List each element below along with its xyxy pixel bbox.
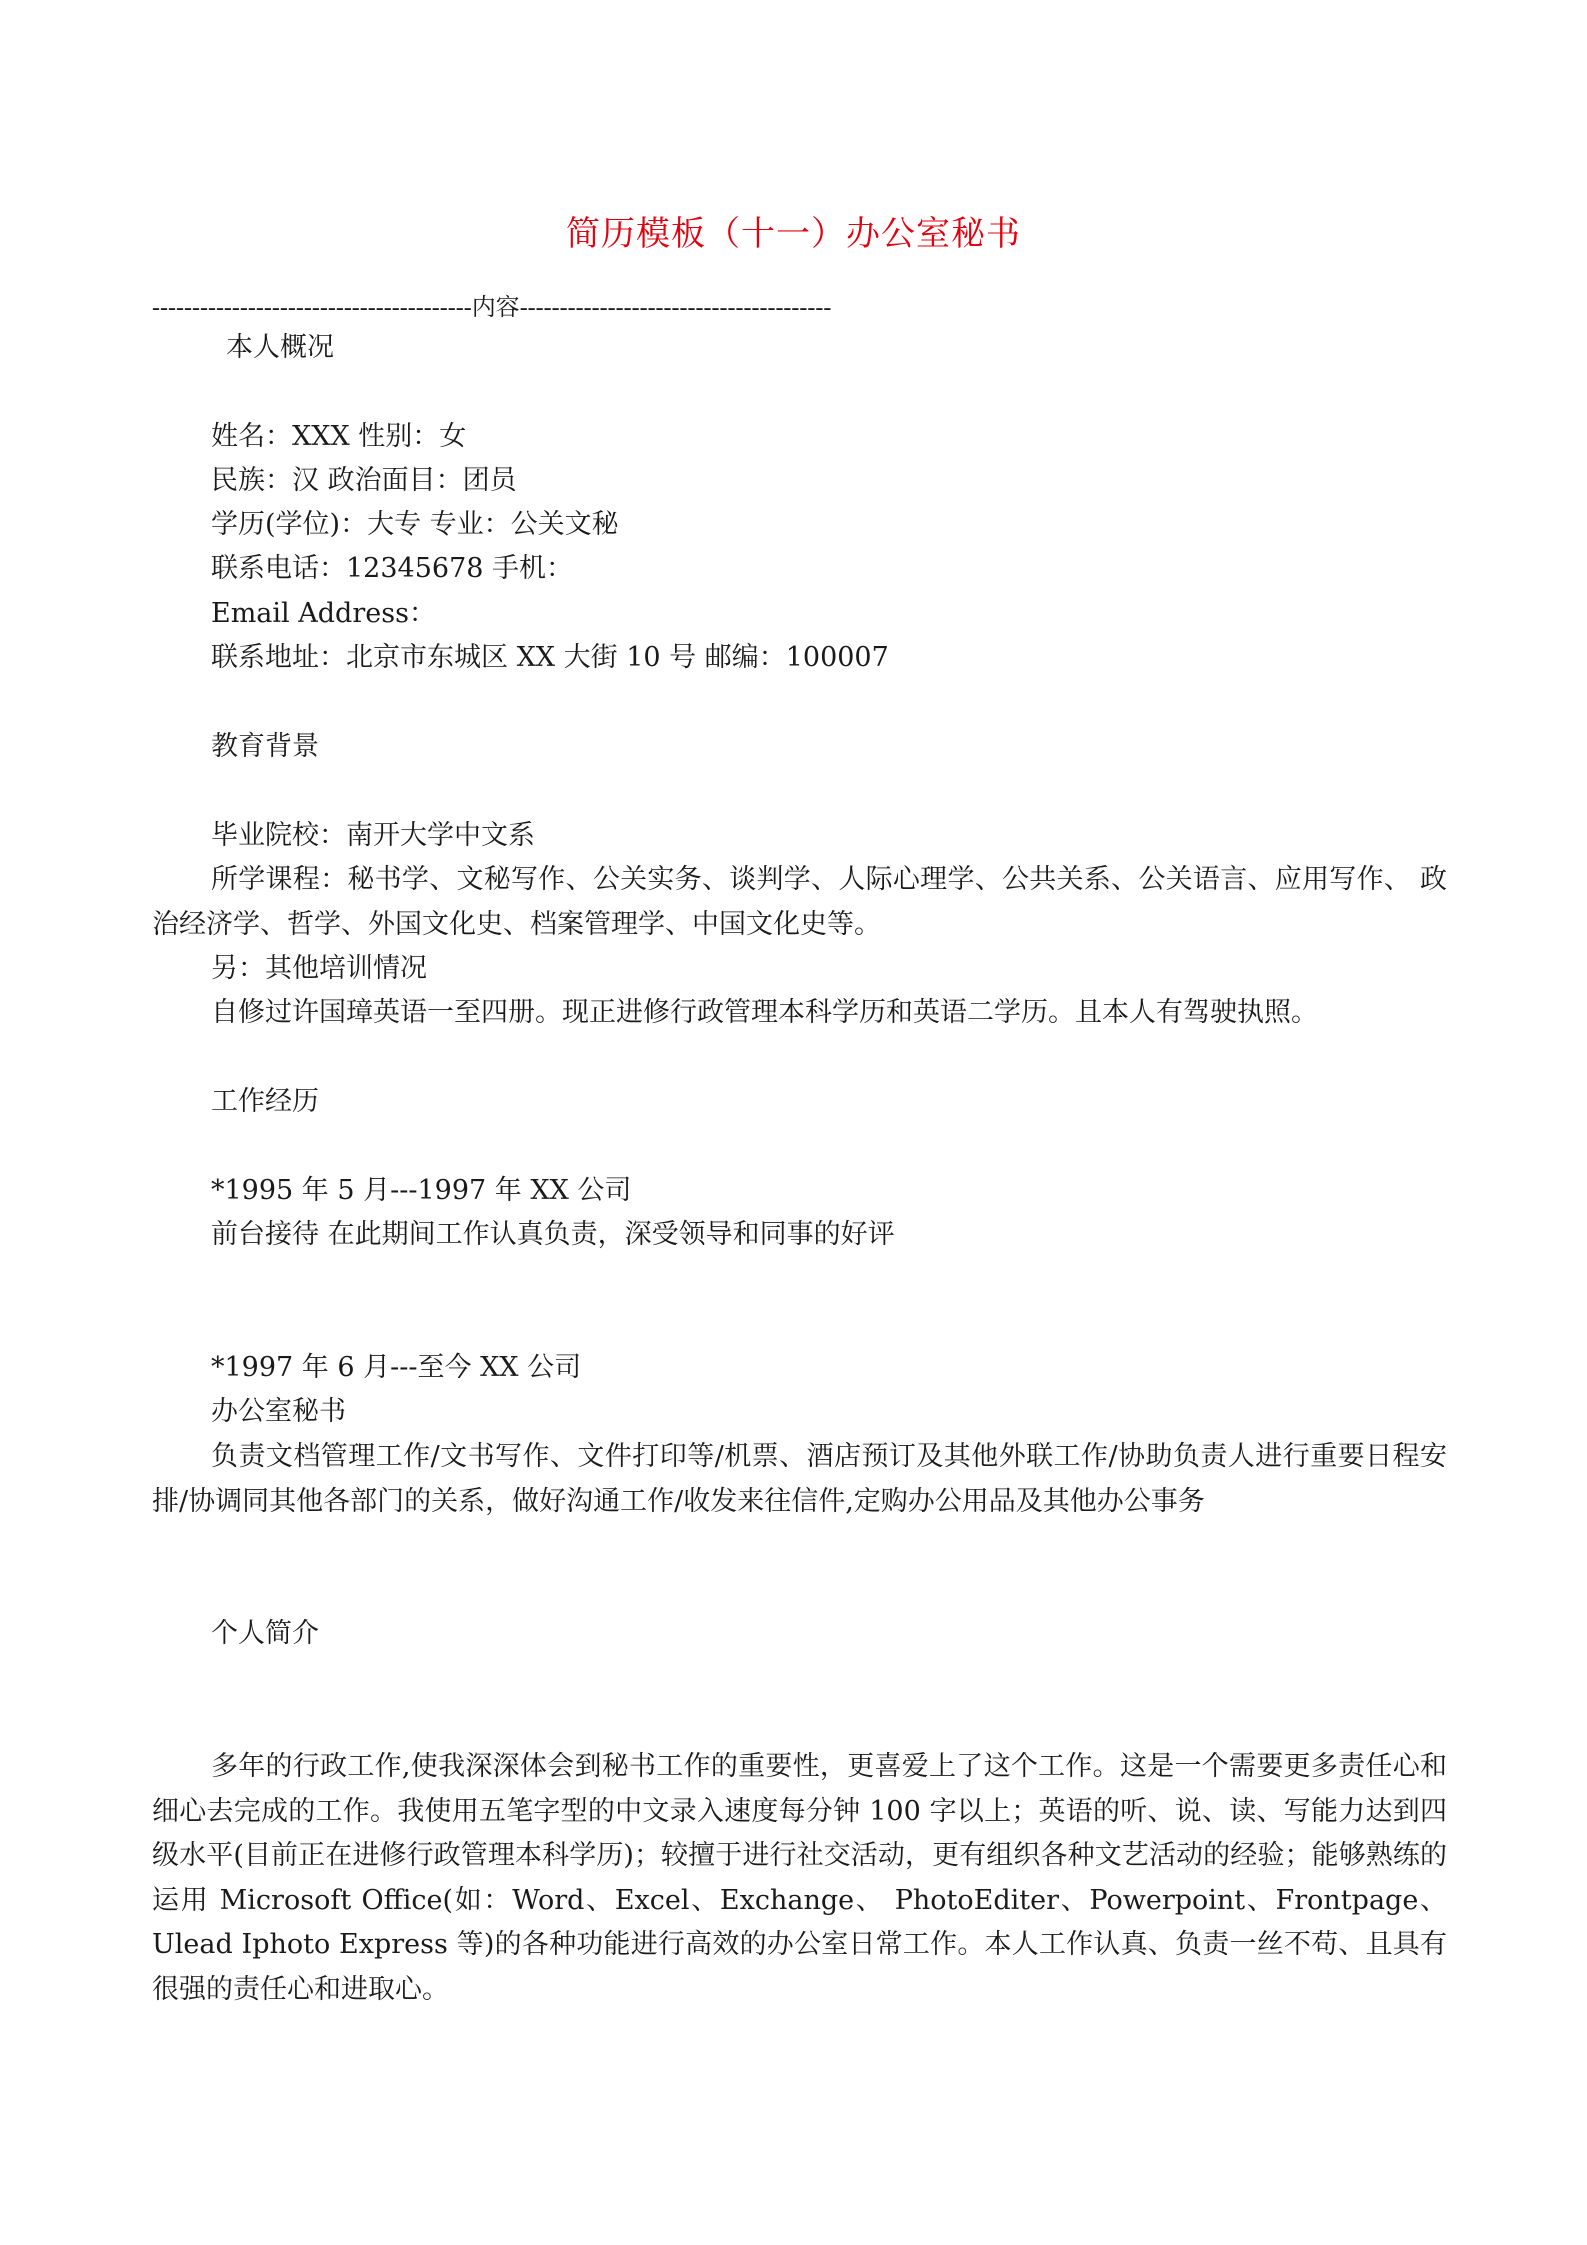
courses-paragraph: 所学课程：秘书学、文秘写作、公关实务、谈判学、人际心理学、公共关系、公关语言、应用写作、 政治经济学、哲学、外国文化史、档案管理学、中国文化史等。 xyxy=(152,864,1447,940)
divider-right: --------------------------------------- xyxy=(519,295,832,321)
email-line: Email Address： xyxy=(211,598,436,629)
job1-period: *1995 年 5 月---1997 年 XX 公司 xyxy=(211,1175,632,1206)
education-major-line: 学历(学位)：大专 专业：公关文秘 xyxy=(211,509,619,540)
intro-heading: 个人简介 xyxy=(211,1618,319,1649)
school-line: 毕业院校：南开大学中文系 xyxy=(211,820,535,851)
personal-overview-heading: 本人概况 xyxy=(226,332,334,363)
divider-left: ---------------------------------------- xyxy=(152,295,472,321)
address-line: 联系地址：北京市东城区 XX 大街 10 号 邮编：100007 xyxy=(211,642,889,673)
education-heading: 教育背景 xyxy=(211,731,319,762)
name-gender-line: 姓名：XXX 性别：女 xyxy=(211,421,467,452)
job2-title: 办公室秘书 xyxy=(211,1396,346,1427)
job1-description: 前台接待 在此期间工作认真负责，深受领导和同事的好评 xyxy=(211,1219,895,1250)
ethnicity-politics-line: 民族：汉 政治面目：团员 xyxy=(211,465,517,496)
other-training-line: 另：其他培训情况 xyxy=(211,953,427,984)
job2-period: *1997 年 6 月---至今 XX 公司 xyxy=(211,1352,582,1383)
phone-line: 联系电话：12345678 手机： xyxy=(211,553,574,584)
work-heading: 工作经历 xyxy=(211,1086,319,1117)
self-study-line: 自修过许国璋英语一至四册。现正进修行政管理本科学历和英语二学历。且本人有驾驶执照。 xyxy=(211,997,1318,1028)
page-title: 简历模板（十一）办公室秘书 xyxy=(566,214,1021,254)
divider-label: 内容 xyxy=(471,295,520,321)
intro-paragraph: 多年的行政工作,使我深深体会到秘书工作的重要性，更喜爱上了这个工作。这是一个需要更多责任心和细心去完成的工作。我使用五笔字型的中文录入速度每分钟 100 字以上；英语的听、说、读、写能力达到四级水平(目前正在进修行政管理本科学历)；较擅于进行社交活动，更有组织各种文艺活动的经验；能够熟练的运用 Microsoft Office(如：Word、Excel、Exchange、 PhotoEditer、Powerpoint、Frontpage、Ulead Iphoto Express 等)的各种功能进行高效的办公室日常工作。本人工作认真、负责一丝不苟、且具有很强的责任心和进取心。 xyxy=(152,1751,1447,2005)
job2-description: 负责文档管理工作/文书写作、文件打印等/机票、酒店预订及其他外联工作/协助负责人进行重要日程安排/协调同其他各部门的关系，做好沟通工作/收发来往信件,定购办公用品及其他办公事务 xyxy=(152,1441,1447,1517)
content-divider xyxy=(152,287,831,322)
